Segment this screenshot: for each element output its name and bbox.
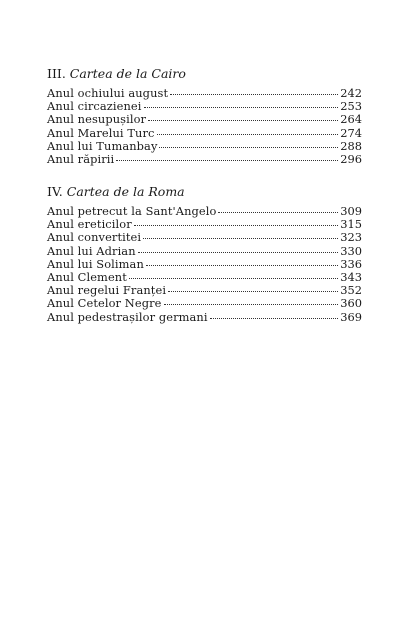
section-heading — [47, 184, 362, 200]
entry-title: Anul ereticilor — [47, 217, 132, 232]
page-number: 253 — [340, 99, 362, 114]
toc-entry[interactable] — [47, 231, 362, 244]
page-number: 288 — [340, 138, 362, 153]
dot-leader — [146, 265, 338, 266]
dot-leader — [218, 212, 338, 213]
page-number: 309 — [340, 204, 362, 218]
toc-entry[interactable] — [47, 245, 362, 258]
entry-title: Anul Marelui Turc — [47, 125, 155, 140]
dot-leader — [116, 160, 338, 161]
entry-title: Anul răpirii — [47, 151, 115, 166]
toc-entry[interactable] — [47, 258, 362, 271]
page-number: 264 — [340, 112, 362, 127]
dot-leader — [164, 304, 339, 305]
toc-entry[interactable] — [47, 127, 362, 140]
section-title: Cartea de la Cairo — [69, 66, 186, 81]
toc-entry[interactable] — [47, 297, 362, 310]
toc-section-roma — [47, 184, 362, 324]
section-number: III. — [47, 66, 66, 81]
entry-title: Anul nesupușilor — [47, 112, 147, 127]
section-title: Cartea de la Roma — [66, 184, 185, 199]
page-number: 274 — [340, 125, 362, 140]
dot-leader — [157, 134, 339, 135]
page-number: 360 — [340, 296, 362, 311]
dot-leader — [143, 238, 338, 239]
page-number: 369 — [340, 309, 362, 324]
dot-leader — [168, 291, 338, 292]
entry-title: Anul petrecut la Sant'Angelo — [47, 204, 217, 218]
page-number: 296 — [340, 151, 362, 166]
dot-leader — [170, 94, 338, 95]
page-number: 242 — [340, 86, 362, 100]
toc-entry[interactable] — [47, 140, 362, 153]
dot-leader — [138, 252, 339, 253]
dot-leader — [129, 278, 338, 279]
page-number: 336 — [340, 256, 362, 271]
entry-title: Anul convertitei — [47, 230, 142, 245]
page-number: 343 — [340, 269, 362, 284]
page-number: 323 — [340, 230, 362, 245]
page-number: 352 — [340, 283, 362, 298]
dot-leader — [144, 107, 339, 108]
entry-title: Anul Clement — [47, 269, 127, 284]
entry-title: Anul lui Adrian — [47, 243, 136, 258]
entry-title: Anul pedestrașilor germani — [47, 309, 208, 324]
entry-title: Anul ochiului august — [47, 86, 169, 100]
toc-section-cairo — [47, 66, 362, 166]
page-number: 315 — [340, 217, 362, 232]
section-number: IV. — [47, 184, 63, 199]
entry-title: Anul lui Tumanbay — [47, 138, 158, 153]
entry-title: Anul regelui Franței — [47, 283, 167, 298]
entry-title: Anul Cetelor Negre — [47, 296, 162, 311]
dot-leader — [210, 318, 339, 319]
dot-leader — [134, 225, 338, 226]
section-heading — [47, 66, 362, 82]
toc-entry[interactable] — [47, 153, 362, 166]
dot-leader — [148, 120, 338, 121]
entry-title: Anul lui Soliman — [47, 256, 144, 271]
entry-title: Anul circazienei — [47, 99, 142, 114]
dot-leader — [159, 147, 338, 148]
toc-entry[interactable] — [47, 311, 362, 324]
toc-entry[interactable] — [47, 113, 362, 126]
page-number: 330 — [340, 243, 362, 258]
